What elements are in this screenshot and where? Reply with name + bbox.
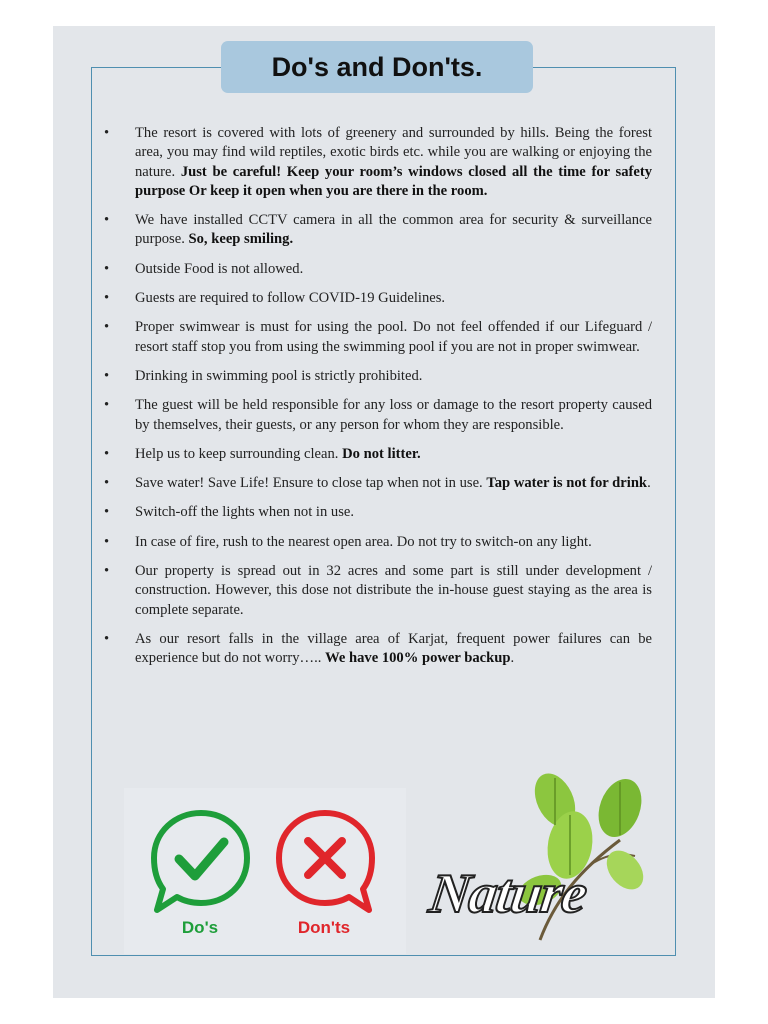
- rules-list: [104, 124, 652, 679]
- list-item: • Drinking in swimming pool is strictly prohibited.: [104, 367, 652, 386]
- list-item: • Proper swimwear is must for using the pool. Do not feel offended if our Lifeguard / resort staff stop you from using the swimming pool if you are not in proper swimwear.: [104, 318, 652, 357]
- cross-bubble-icon: [272, 808, 378, 918]
- page-title: Do's and Don'ts.: [221, 41, 533, 93]
- list-item: • The guest will be held responsible for any loss or damage to the resort property caused by themselves, their guests, or any person for whom they are responsible.: [104, 396, 652, 435]
- nature-wordmark: Nature: [425, 863, 591, 925]
- donts-label: Don'ts: [297, 918, 351, 937]
- donts-badge: [272, 808, 378, 923]
- list-item: • Switch-off the lights when not in use.: [104, 503, 652, 522]
- list-item: • Guests are required to follow COVID-19 Guidelines.: [104, 289, 652, 308]
- list-item: • In case of fire, rush to the nearest open area. Do not try to switch-on any light.: [104, 533, 652, 552]
- list-item: • Save water! Save Life! Ensure to close tap when not in use. Tap water is not for drink.: [104, 474, 652, 493]
- list-item: • Our property is spread out in 32 acres and some part is still under development / construction. However, this dose not distribute the in-house guest staying as the area is complete separate.: [104, 562, 652, 620]
- list-item: • Help us to keep surrounding clean. Do not litter.: [104, 445, 652, 464]
- nature-graphic: [420, 770, 660, 950]
- list-item: • As our resort falls in the village area of Karjat, frequent power failures can be experience but do not worry….. We have 100% power backup.: [104, 630, 652, 669]
- checkmark-bubble-icon: [148, 808, 254, 918]
- list-item: • The resort is covered with lots of greenery and surrounded by hills. Being the forest area, you may find wild reptiles, exotic birds etc. while you are walking or enjoying the nature. Just be careful! Keep your room’s windows closed all the time for safety purpose Or keep it open when you are there in the room.: [104, 124, 652, 201]
- list-item: • We have installed CCTV camera in all the common area for security & surveillance purpose. So, keep smiling.: [104, 211, 652, 250]
- list-item: • Outside Food is not allowed.: [104, 260, 652, 279]
- dos-badge: [148, 808, 254, 923]
- dos-label: Do's: [181, 918, 219, 937]
